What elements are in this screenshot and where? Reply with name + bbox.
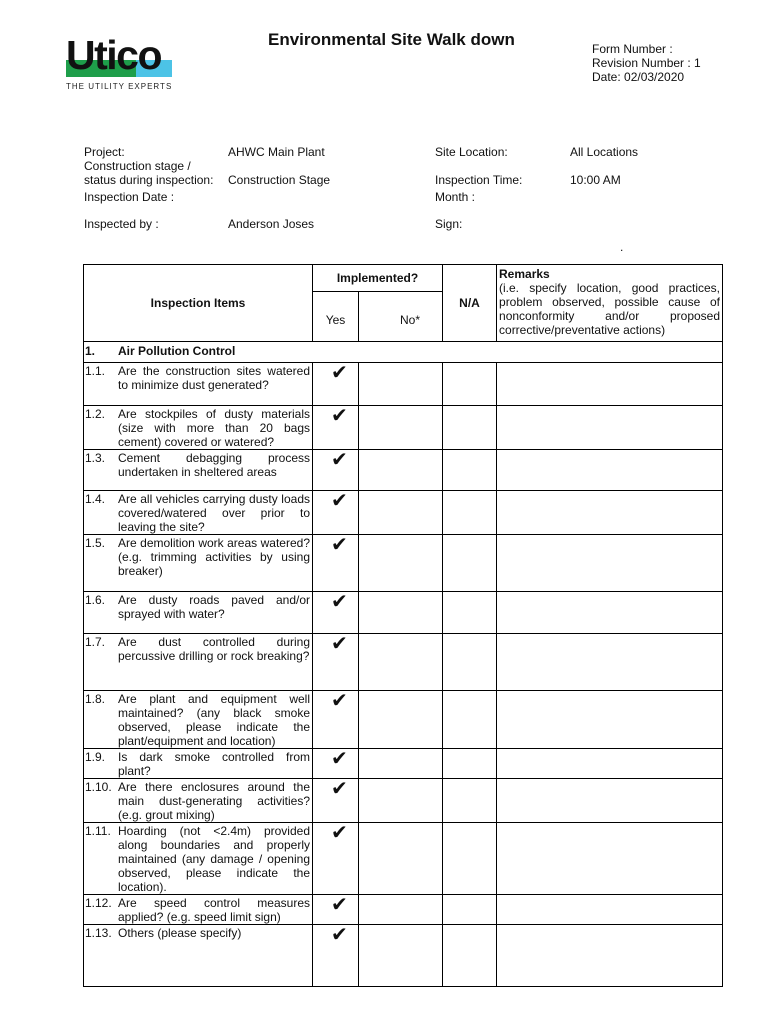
page-title: Environmental Site Walk down bbox=[268, 30, 515, 49]
check-mark-icon: ✔ bbox=[331, 591, 348, 613]
remarks-cell[interactable] bbox=[497, 406, 723, 450]
item-text: Are demolition work areas watered? (e.g. trimming activities by using breaker) bbox=[118, 536, 310, 578]
check-mark-icon: ✔ bbox=[331, 822, 348, 844]
remarks-cell[interactable] bbox=[497, 450, 723, 491]
no-cell[interactable] bbox=[359, 823, 443, 895]
yes-cell[interactable] bbox=[313, 491, 359, 535]
no-cell[interactable] bbox=[359, 691, 443, 749]
na-cell[interactable] bbox=[443, 779, 497, 823]
na-cell[interactable] bbox=[443, 450, 497, 491]
item-cell bbox=[84, 450, 313, 491]
remarks-cell[interactable] bbox=[497, 592, 723, 634]
yes-cell[interactable] bbox=[313, 779, 359, 823]
no-cell[interactable] bbox=[359, 779, 443, 823]
na-cell[interactable] bbox=[443, 749, 497, 779]
table-row bbox=[84, 535, 723, 592]
yes-cell[interactable] bbox=[313, 925, 359, 987]
check-mark-icon: ✔ bbox=[331, 894, 348, 916]
na-cell[interactable] bbox=[443, 535, 497, 592]
form-number: Form Number : bbox=[592, 42, 673, 56]
item-text: Are speed control measures applied? (e.g. speed limit sign) bbox=[118, 896, 310, 924]
remarks-cell[interactable] bbox=[497, 895, 723, 925]
table-row bbox=[84, 925, 723, 987]
inspected-by-label: Inspected by : bbox=[84, 217, 159, 231]
section-title: Air Pollution Control bbox=[118, 344, 236, 358]
no-cell[interactable] bbox=[359, 491, 443, 535]
item-text: Are plant and equipment well maintained? (any black smoke observed, please indicate the plant/equipment and location) bbox=[118, 692, 310, 748]
item-number: 1.9. bbox=[85, 750, 106, 764]
item-cell bbox=[84, 634, 313, 691]
na-cell[interactable] bbox=[443, 363, 497, 406]
item-cell bbox=[84, 363, 313, 406]
header-implemented: Implemented? bbox=[313, 265, 443, 292]
na-cell[interactable] bbox=[443, 592, 497, 634]
stage-value: Construction Stage bbox=[228, 173, 331, 187]
na-cell[interactable] bbox=[443, 823, 497, 895]
section-number: 1. bbox=[85, 344, 96, 358]
utico-logo bbox=[66, 32, 176, 94]
check-mark-icon: ✔ bbox=[331, 690, 348, 712]
header-no: No* bbox=[359, 292, 443, 342]
no-cell[interactable] bbox=[359, 925, 443, 987]
item-text: Are there enclosures around the main dust-generating activities? (e.g. grout mixing) bbox=[118, 780, 310, 822]
table-row bbox=[84, 823, 723, 895]
yes-cell[interactable] bbox=[313, 450, 359, 491]
yes-cell[interactable] bbox=[313, 535, 359, 592]
item-number: 1.10. bbox=[85, 780, 112, 794]
remarks-description: (i.e. specify location, good practices, problem observed, possible cause of nonconformity and/or proposed corrective/preventative actions) bbox=[499, 281, 721, 337]
table-row bbox=[84, 450, 723, 491]
logo-wordmark: Utico bbox=[66, 32, 161, 78]
item-cell bbox=[84, 491, 313, 535]
remarks-cell[interactable] bbox=[497, 363, 723, 406]
na-cell[interactable] bbox=[443, 406, 497, 450]
stage-label-line2: status during inspection: bbox=[84, 173, 214, 187]
site-location-label: Site Location: bbox=[435, 145, 508, 159]
item-cell bbox=[84, 895, 313, 925]
stage-label-line1: Construction stage / bbox=[84, 159, 191, 173]
table-row bbox=[84, 592, 723, 634]
na-cell[interactable] bbox=[443, 925, 497, 987]
remarks-cell[interactable] bbox=[497, 535, 723, 592]
item-number: 1.3. bbox=[85, 451, 106, 465]
item-cell bbox=[84, 592, 313, 634]
remarks-cell[interactable] bbox=[497, 823, 723, 895]
remarks-cell[interactable] bbox=[497, 691, 723, 749]
no-cell[interactable] bbox=[359, 749, 443, 779]
inspection-time-label: Inspection Time: bbox=[435, 173, 523, 187]
item-text: Cement debagging process undertaken in sheltered areas bbox=[118, 451, 310, 479]
revision-number: Revision Number : 1 bbox=[592, 56, 701, 70]
header-remarks bbox=[497, 265, 723, 342]
na-cell[interactable] bbox=[443, 491, 497, 535]
table-row bbox=[84, 749, 723, 779]
remarks-cell[interactable] bbox=[497, 634, 723, 691]
section-cell bbox=[84, 342, 723, 363]
no-cell[interactable] bbox=[359, 634, 443, 691]
check-mark-icon: ✔ bbox=[331, 449, 348, 471]
header-na: N/A bbox=[443, 265, 497, 342]
table-row bbox=[84, 406, 723, 450]
item-text: Are the construction sites watered to minimize dust generated? bbox=[118, 364, 310, 392]
table-header-row bbox=[84, 265, 723, 292]
no-cell[interactable] bbox=[359, 535, 443, 592]
table-row bbox=[84, 779, 723, 823]
item-number: 1.8. bbox=[85, 692, 106, 706]
section-row bbox=[84, 342, 723, 363]
month-label: Month : bbox=[435, 190, 476, 204]
table-row bbox=[84, 634, 723, 691]
check-mark-icon: ✔ bbox=[331, 405, 348, 427]
header-inspection-items: Inspection Items bbox=[84, 265, 313, 342]
item-text: Is dark smoke controlled from plant? bbox=[118, 750, 310, 778]
item-number: 1.5. bbox=[85, 536, 106, 550]
check-mark-icon: ✔ bbox=[331, 748, 348, 770]
project-label: Project: bbox=[84, 145, 125, 159]
yes-cell[interactable] bbox=[313, 749, 359, 779]
inspected-by-value: Anderson Joses bbox=[228, 217, 315, 231]
check-mark-icon: ✔ bbox=[331, 534, 348, 556]
yes-cell[interactable] bbox=[313, 592, 359, 634]
na-cell[interactable] bbox=[443, 691, 497, 749]
check-mark-icon: ✔ bbox=[331, 490, 348, 512]
remarks-cell[interactable] bbox=[497, 779, 723, 823]
sign-label: Sign: bbox=[435, 217, 463, 231]
project-value: AHWC Main Plant bbox=[228, 145, 325, 159]
no-cell[interactable] bbox=[359, 406, 443, 450]
check-mark-icon: ✔ bbox=[331, 778, 348, 800]
remarks-title: Remarks bbox=[499, 267, 550, 281]
item-cell bbox=[84, 779, 313, 823]
item-number: 1.6. bbox=[85, 593, 106, 607]
logo-tagline: THE UTILITY EXPERTS bbox=[66, 82, 173, 91]
yes-cell[interactable] bbox=[313, 895, 359, 925]
item-cell bbox=[84, 823, 313, 895]
item-text: Are all vehicles carrying dusty loads covered/watered over prior to leaving the site? bbox=[118, 492, 310, 534]
item-number: 1.13. bbox=[85, 926, 112, 940]
item-cell bbox=[84, 691, 313, 749]
item-text: Are stockpiles of dusty materials (size with more than 20 bags cement) covered or watered? bbox=[118, 407, 310, 449]
item-number: 1.11. bbox=[85, 824, 111, 838]
item-cell bbox=[84, 406, 313, 450]
item-number: 1.12. bbox=[85, 896, 112, 910]
yes-cell[interactable] bbox=[313, 406, 359, 450]
item-number: 1.4. bbox=[85, 492, 106, 506]
inspection-table bbox=[83, 264, 723, 987]
item-number: 1.1. bbox=[85, 364, 106, 378]
form-date: Date: 02/03/2020 bbox=[592, 70, 685, 84]
no-cell[interactable] bbox=[359, 592, 443, 634]
no-cell[interactable] bbox=[359, 450, 443, 491]
check-mark-icon: ✔ bbox=[331, 924, 348, 946]
form-meta bbox=[592, 42, 701, 84]
item-text: Are dust controlled during percussive drilling or rock breaking? bbox=[118, 635, 310, 663]
item-cell bbox=[84, 535, 313, 592]
table-row bbox=[84, 491, 723, 535]
check-mark-icon: ✔ bbox=[331, 362, 348, 384]
no-cell[interactable] bbox=[359, 895, 443, 925]
item-cell bbox=[84, 925, 313, 987]
inspection-date-label: Inspection Date : bbox=[84, 190, 175, 204]
yes-cell[interactable] bbox=[313, 363, 359, 406]
item-text: Are dusty roads paved and/or sprayed with water? bbox=[118, 593, 310, 621]
inspection-time-value: 10:00 AM bbox=[570, 173, 621, 187]
table-row bbox=[84, 895, 723, 925]
yes-cell[interactable] bbox=[313, 634, 359, 691]
table-row bbox=[84, 691, 723, 749]
item-number: 1.7. bbox=[85, 635, 106, 649]
yes-cell[interactable] bbox=[313, 691, 359, 749]
remarks-cell[interactable] bbox=[497, 749, 723, 779]
site-location-value: All Locations bbox=[570, 145, 639, 159]
yes-cell[interactable] bbox=[313, 823, 359, 895]
na-cell[interactable] bbox=[443, 634, 497, 691]
remarks-cell[interactable] bbox=[497, 491, 723, 535]
item-cell bbox=[84, 749, 313, 779]
item-text: Others (please specify) bbox=[118, 926, 242, 940]
remarks-cell[interactable] bbox=[497, 925, 723, 987]
item-number: 1.2. bbox=[85, 407, 106, 421]
check-mark-icon: ✔ bbox=[331, 633, 348, 655]
no-cell[interactable] bbox=[359, 363, 443, 406]
header-yes: Yes bbox=[313, 292, 359, 342]
stray-dot: . bbox=[620, 240, 624, 254]
na-cell[interactable] bbox=[443, 895, 497, 925]
table-row bbox=[84, 363, 723, 406]
item-text: Hoarding (not <2.4m) provided along boundaries and properly maintained (any damage / opening observed, please indicate the location). bbox=[118, 824, 310, 894]
